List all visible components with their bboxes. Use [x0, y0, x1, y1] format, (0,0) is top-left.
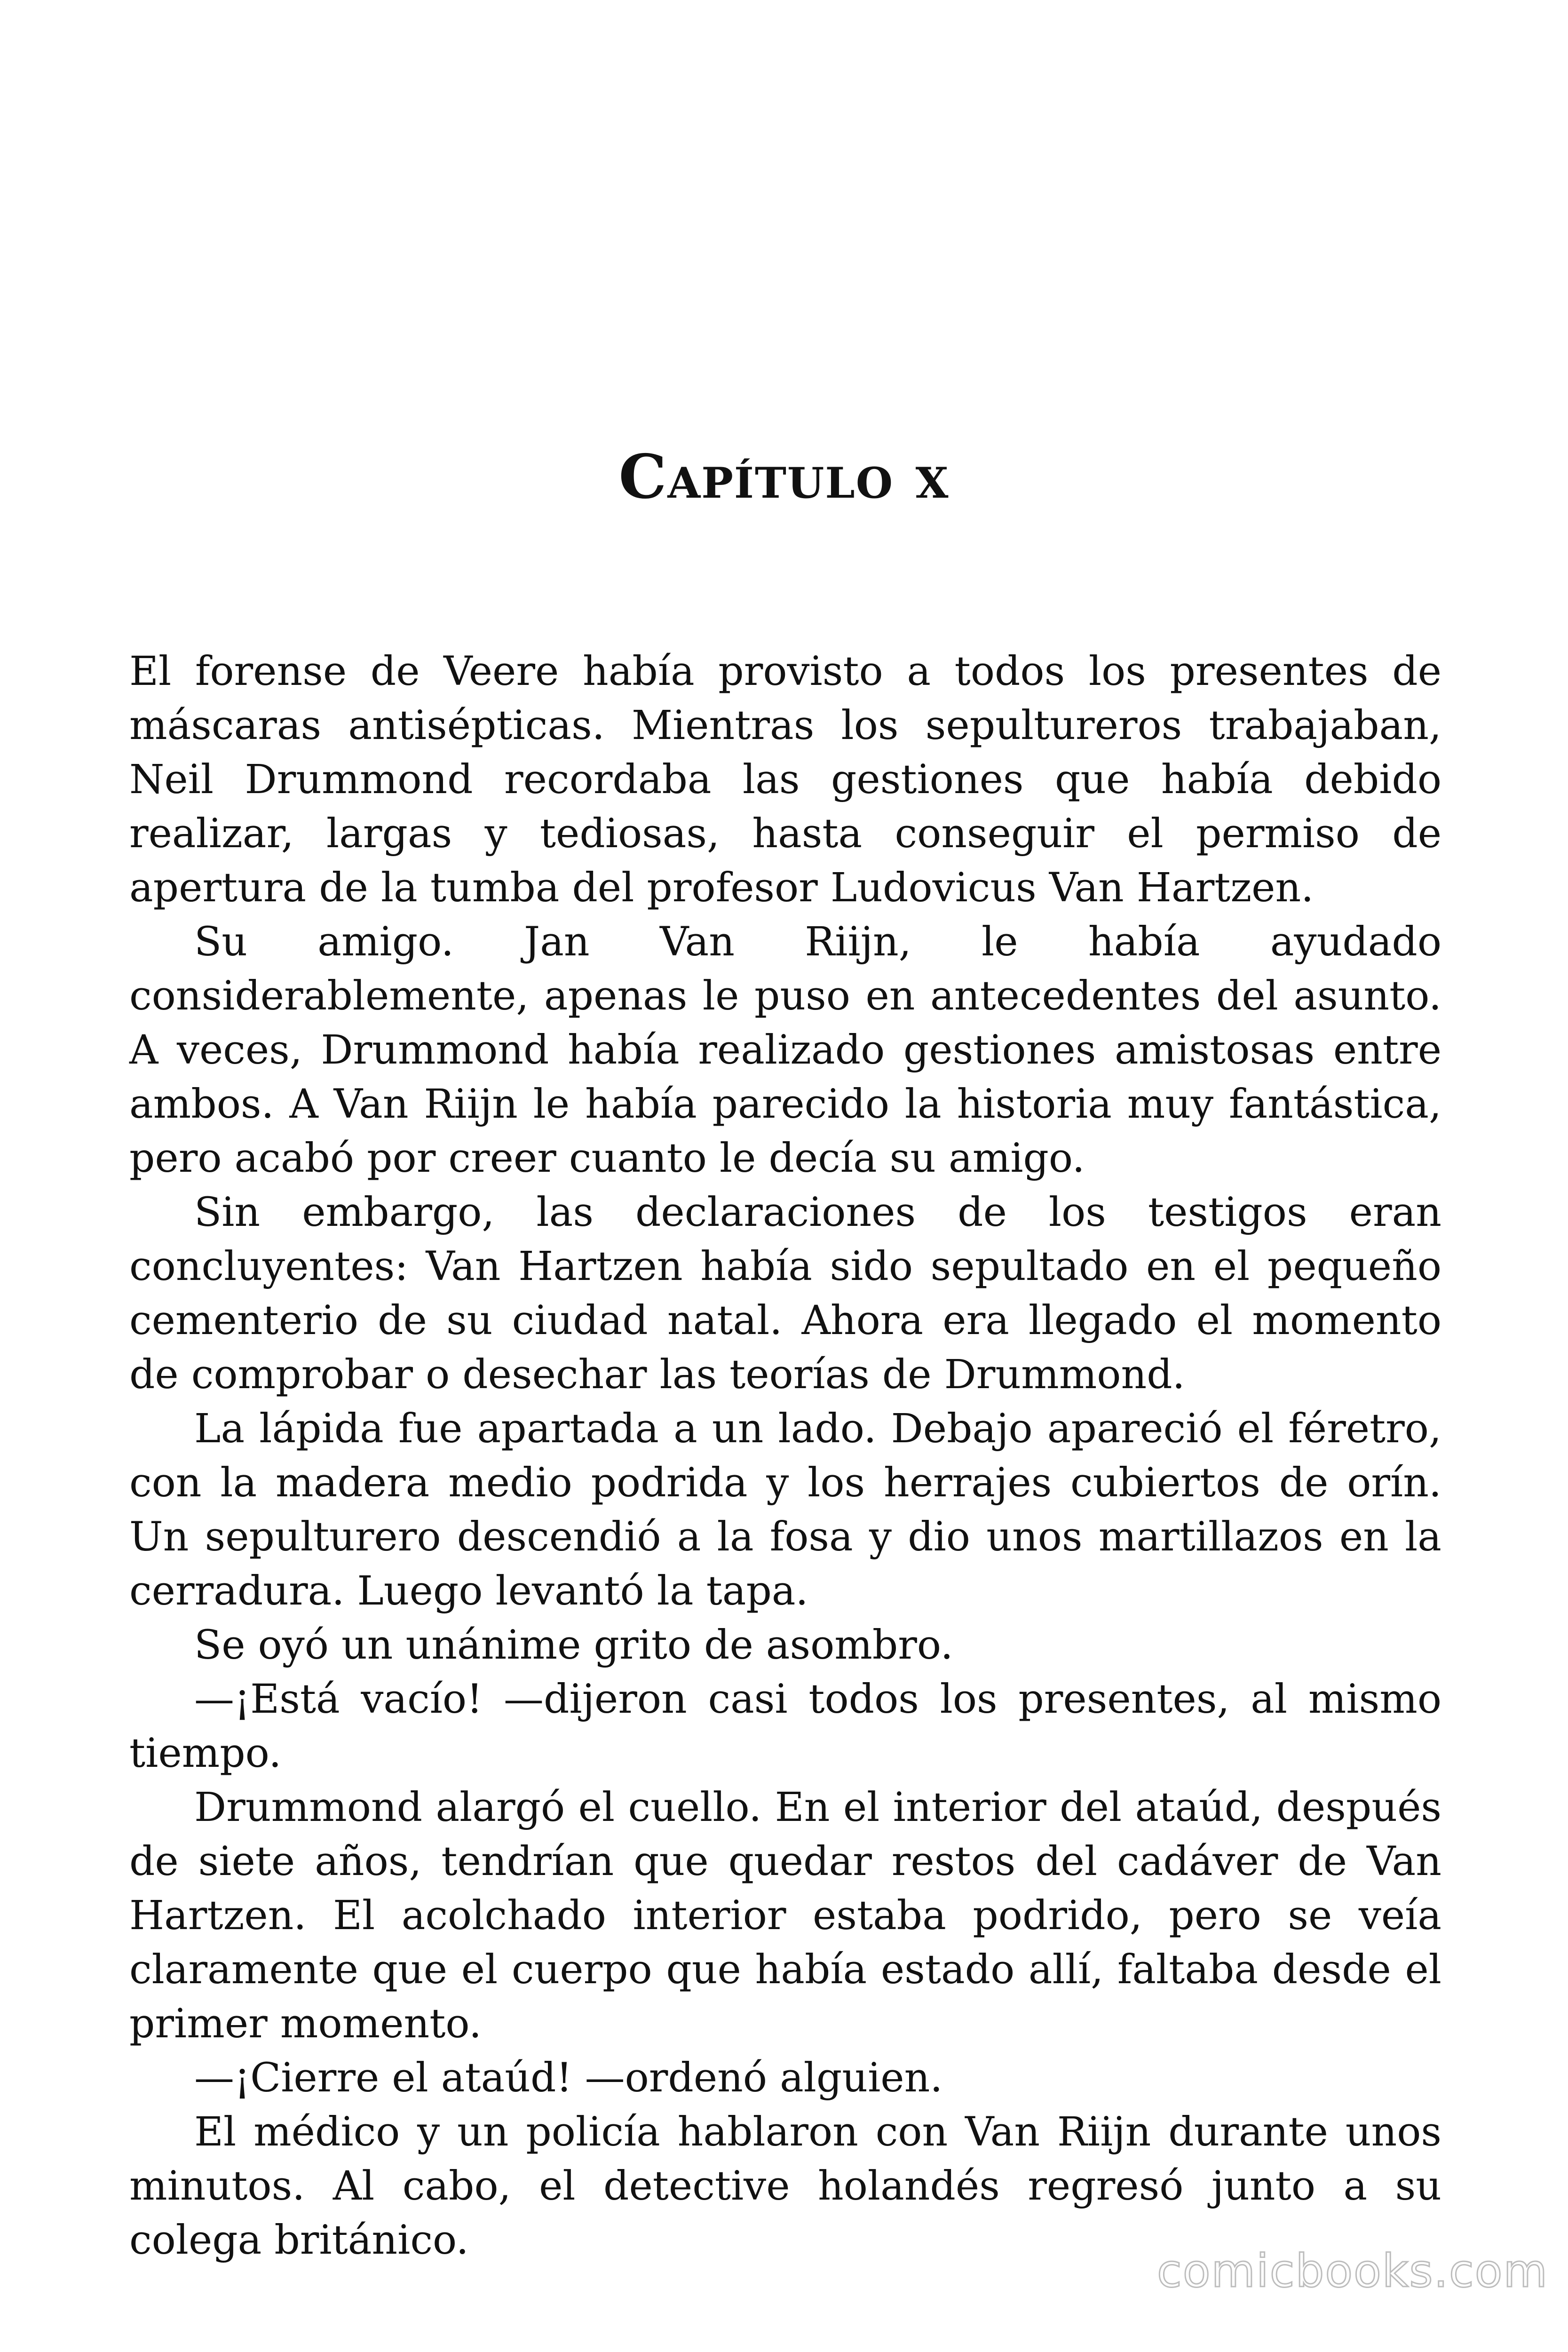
- chapter-title: Capítulo x: [618, 442, 950, 512]
- paragraph-4: La lápida fue apartada a un lado. Debajo apareció el féretro, con la madera medio podrida y los herrajes cubiertos de orín. Un sepulturero descendió a la fosa y dio unos martillazos en la cerradura. Luego levantó la tapa.: [129, 1406, 1441, 1614]
- paragraph-3: Sin embargo, las declaraciones de los testigos eran concluyentes: Van Hartzen había sido sepultado en el pequeño cementerio de su ciudad natal. Ahora era llegado el momento de comprobar o desechar las teorías de Drummond.: [129, 1189, 1441, 1398]
- paragraph-6: —¡Está vacío! —dijeron casi todos los presentes, al mismo tiempo.: [129, 1676, 1441, 1777]
- paragraph-5: Se oyó un unánime grito de asombro.: [194, 1622, 953, 1669]
- paragraph-2: Su amigo. Jan Van Riijn, le había ayudado considerablemente, apenas le puso en antecedentes del asunto. A veces, Drummond había realizado gestiones amistosas entre ambos. A Van Riijn le había parecido la historia muy fantástica, pero acabó por creer cuanto le decía su amigo.: [129, 919, 1441, 1182]
- paragraph-7: Drummond alargó el cuello. En el interior del ataúd, después de siete años, tendrían que quedar restos del cadáver de Van Hartzen. El acolchado interior estaba podrido, pero se veía claramente que el cuerpo que había estado allí, faltaba desde el primer momento.: [129, 1784, 1441, 2047]
- paragraph-8: —¡Cierre el ataúd! —ordenó alguien.: [194, 2055, 943, 2101]
- watermark: comicbooks.com: [1157, 2245, 1549, 2297]
- paragraph-1: El forense de Veere había provisto a todos los presentes de máscaras antisépticas. Mientras los sepultureros trabajaban, Neil Drummond recordaba las gestiones que había debido realizar, largas y tediosas, hasta conseguir el permiso de apertura de la tumba del profesor Ludovicus Van Hartzen.: [129, 648, 1441, 911]
- chapter-body: [129, 644, 1441, 2267]
- paragraph-9: El médico y un policía hablaron con Van Riijn durante unos minutos. Al cabo, el detective holandés regresó junto a su colega británico.: [129, 2109, 1441, 2264]
